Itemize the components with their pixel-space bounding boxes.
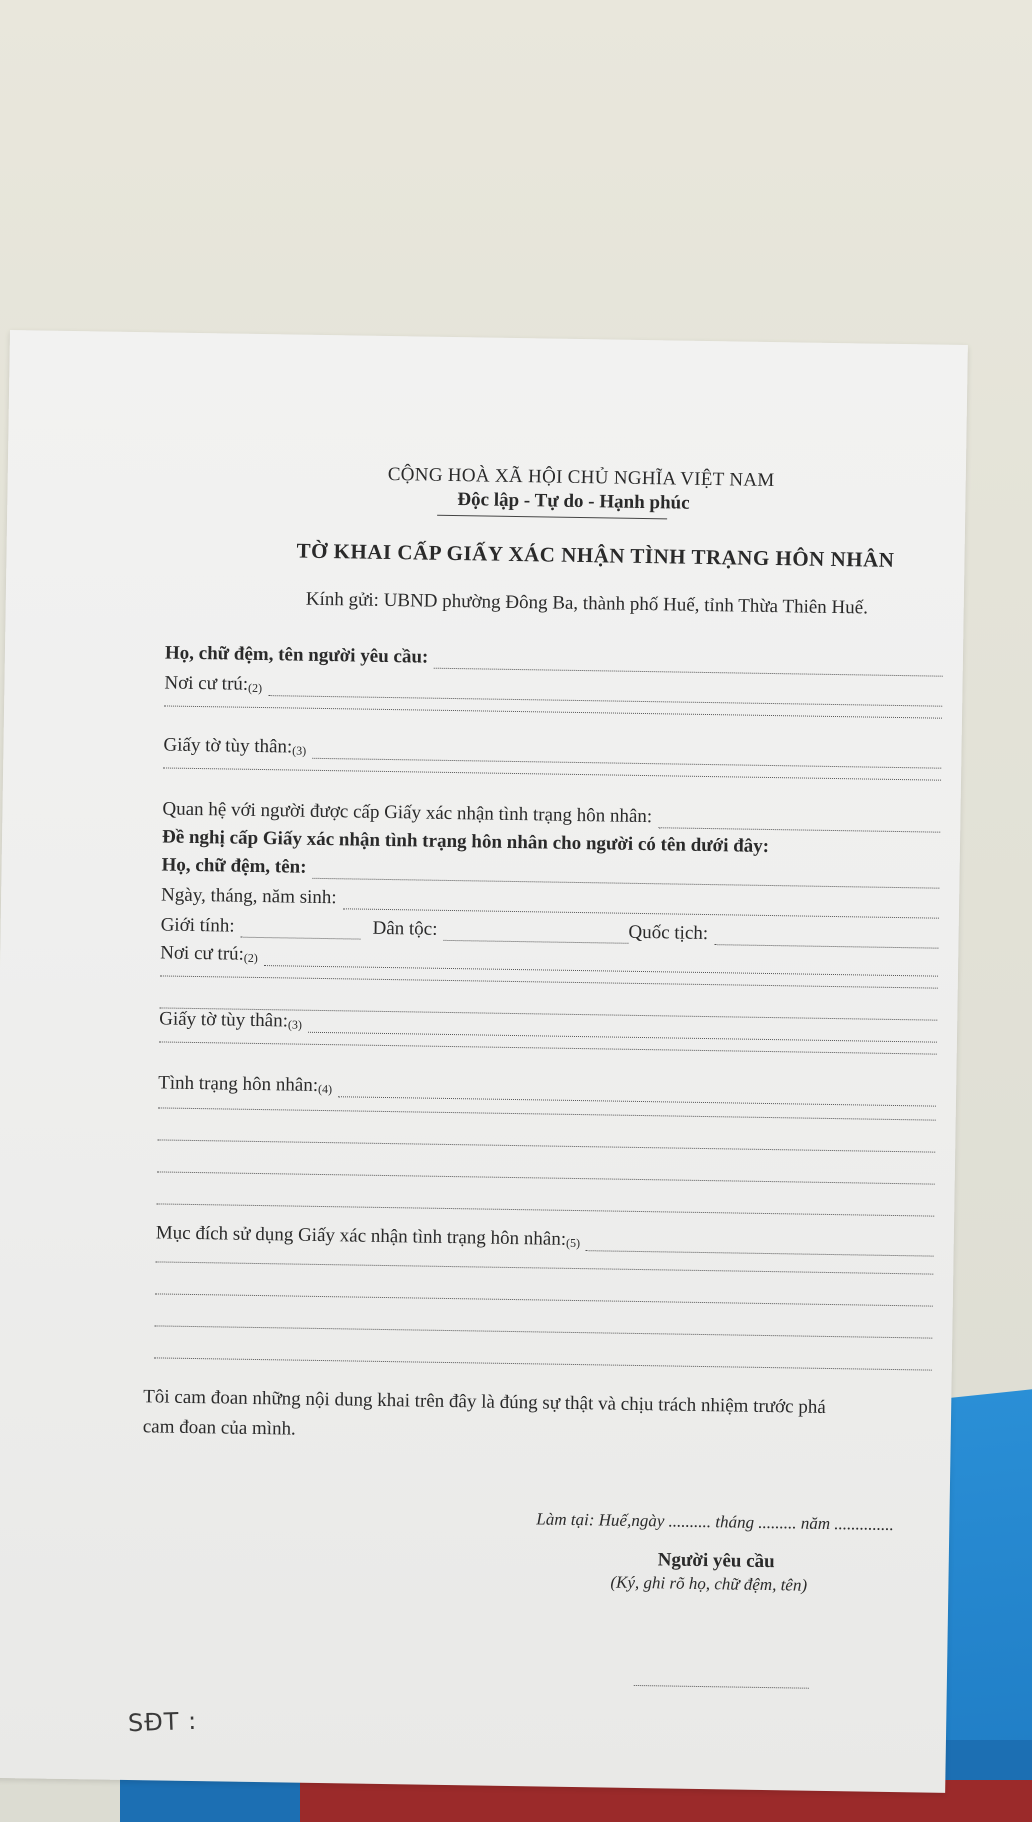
purpose-field[interactable] — [586, 1234, 934, 1256]
subject-ethnicity-field[interactable] — [443, 924, 628, 944]
signature-line[interactable] — [634, 1685, 809, 1689]
subject-name-label: Họ, chữ đệm, tên: — [161, 854, 307, 878]
purpose-line-4[interactable] — [154, 1324, 932, 1338]
signer-hint: (Ký, ghi rõ họ, chữ đệm, tên) — [610, 1572, 808, 1595]
purpose-label: Mục đích sử dụng Giấy xác nhận tình trạng hôn nhân: — [155, 1222, 567, 1250]
commitment-line-2: cam đoan của mình. — [142, 1416, 296, 1440]
subject-id-note: (3) — [287, 1017, 303, 1032]
subject-nationality-field[interactable] — [714, 928, 939, 949]
requester-id-line-2[interactable] — [163, 766, 941, 780]
requester-residence-note: (2) — [247, 680, 263, 696]
form-paper — [0, 330, 968, 1793]
subject-residence-field[interactable] — [264, 949, 939, 977]
subject-id-label: Giấy tờ tùy thân: — [159, 1008, 289, 1032]
purpose-note: (5) — [565, 1235, 581, 1251]
subject-residence-note: (2) — [243, 950, 258, 965]
requester-id-field[interactable] — [312, 742, 941, 769]
request-heading: Đề nghị cấp Giấy xác nhận tình trạng hôn nhân cho người có tên dưới đây: — [161, 826, 770, 857]
national-title: CỘNG HOÀ XÃ HỘI CHỦ NGHĨA VIỆT NAM — [387, 463, 775, 492]
purpose-line-3[interactable] — [155, 1292, 933, 1306]
marital-status-label: Tình trạng hôn nhân: — [158, 1072, 319, 1096]
requester-residence-field[interactable] — [268, 679, 943, 707]
requester-id-note: (3) — [292, 743, 307, 758]
requester-name-label: Họ, chữ đệm, tên người yêu cầu: — [164, 642, 429, 668]
subject-residence-label: Nơi cư trú: — [160, 942, 245, 965]
purpose-line-2[interactable] — [155, 1260, 933, 1274]
subject-dob-label: Ngày, tháng, năm sinh: — [160, 884, 337, 909]
purpose-line-5[interactable] — [154, 1356, 932, 1370]
subject-nationality-label: Quốc tịch: — [628, 921, 709, 945]
subject-id-row[interactable] — [159, 1004, 937, 1042]
signer-title: Người yêu cầu — [657, 1549, 775, 1573]
motto-underline — [437, 515, 667, 520]
subject-residence-line-2[interactable] — [160, 974, 938, 988]
requester-id-row[interactable] — [163, 730, 941, 768]
marital-status-note: (4) — [317, 1081, 333, 1097]
marital-status-line-3[interactable] — [157, 1138, 935, 1152]
marital-status-line-5[interactable] — [156, 1202, 934, 1216]
marital-status-field[interactable] — [338, 1080, 936, 1106]
form-title: TỜ KHAI CẤP GIẤY XÁC NHẬN TÌNH TRẠNG HÔN NHÂN — [296, 538, 895, 572]
subject-gender-field[interactable] — [240, 921, 360, 940]
place-date[interactable]: Làm tại: Huế,ngày .......... tháng ......... năm .............. — [536, 1509, 894, 1535]
requester-id-label: Giấy tờ tùy thân: — [163, 734, 293, 758]
subject-gender-label: Giới tính: — [160, 914, 235, 937]
relationship-label: Quan hệ với người được cấp Giấy xác nhận tình trạng hôn nhân: — [162, 798, 653, 828]
relationship-field[interactable] — [658, 811, 940, 832]
recipient-line: Kính gửi: UBND phường Đông Ba, thành phố Huế, tỉnh Thừa Thiên Huế. — [305, 588, 869, 619]
subject-ethnicity-label: Dân tộc: — [372, 917, 438, 940]
purpose-row[interactable] — [156, 1218, 934, 1256]
requester-residence-label: Nơi cư trú: — [164, 672, 249, 695]
handwritten-phone-label: SĐT : — [127, 1706, 198, 1738]
national-motto: Độc lập - Tự do - Hạnh phúc — [457, 489, 690, 514]
marital-status-line-2[interactable] — [158, 1106, 936, 1120]
subject-id-line-2[interactable] — [159, 1040, 937, 1054]
marital-status-row[interactable] — [158, 1068, 936, 1106]
subject-id-field[interactable] — [308, 1016, 937, 1043]
requester-residence-line-2[interactable] — [164, 704, 942, 718]
commitment-line-1: Tôi cam đoan những nội dung khai trên đây là đúng sự thật và chịu trách nhiệm trước phá — [143, 1386, 826, 1418]
marital-status-line-4[interactable] — [157, 1170, 935, 1184]
